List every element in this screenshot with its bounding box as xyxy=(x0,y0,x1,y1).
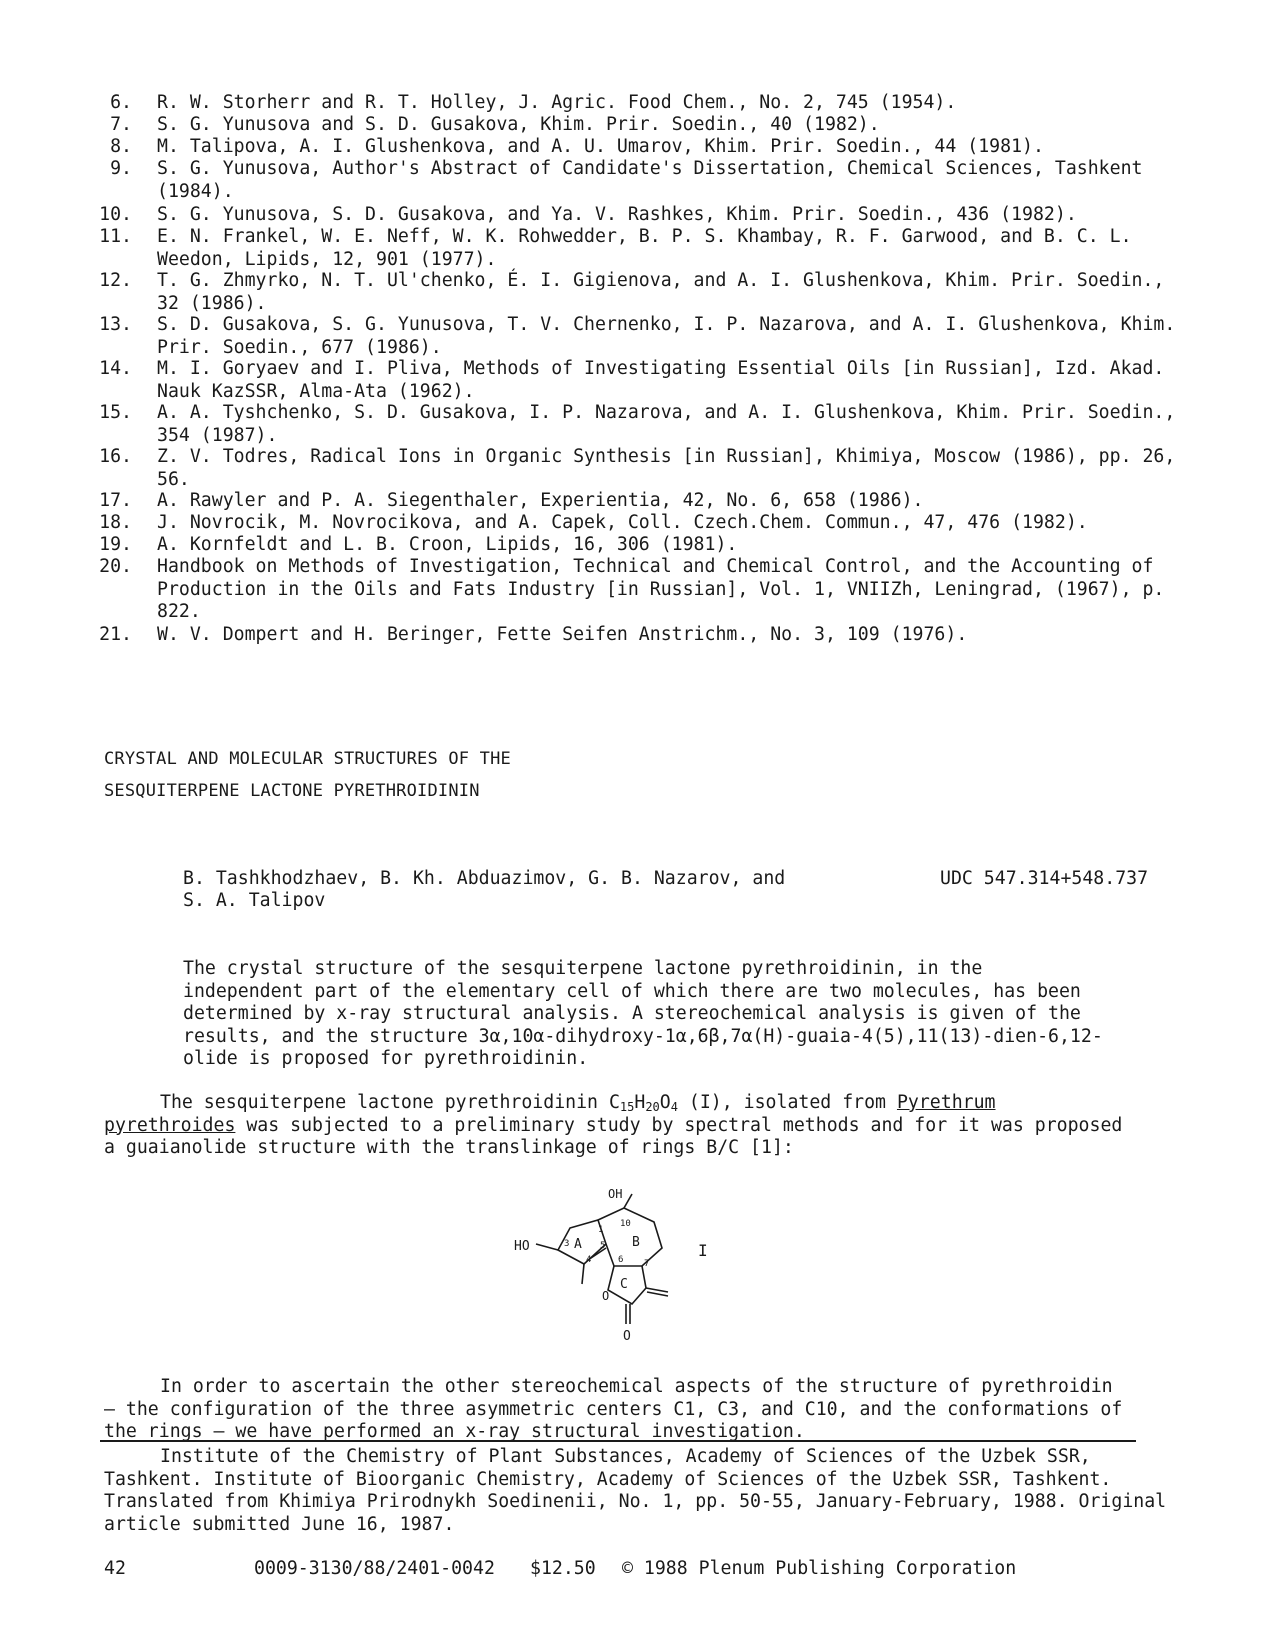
reference-number: 17. xyxy=(99,490,132,511)
formula-h: H xyxy=(634,1092,646,1113)
atom-7-label: 7 xyxy=(644,1259,650,1269)
udc-code: UDC 547.314+548.737 xyxy=(940,868,1149,889)
reference-text: A. A. Tyshchenko, S. D. Gusakova, I. P. Nazarova, and A. I. Glushenkova, Khim. Prir. Soedin., 354 (1987). xyxy=(157,402,1176,446)
article-price: $12.50 xyxy=(530,1558,596,1579)
reference-number: 13. xyxy=(99,314,132,335)
reference-text: S. G. Yunusova, Author's Abstract of Candidate's Dissertation, Chemical Sciences, Tashkent (1984). xyxy=(157,158,1143,202)
ho-label: HO xyxy=(514,1239,530,1254)
ring-b-label: B xyxy=(632,1235,640,1250)
formula-o: O xyxy=(659,1092,671,1113)
atom-5-label: 5 xyxy=(600,1241,606,1251)
reference-number: 20. xyxy=(99,556,132,577)
investigation-paragraph: In order to ascertain the other stereochemical aspects of the structure of pyrethroidin – the configuration of the three asymmetric centers C1, C3, and C10, and the conformations of the rings – we have performed an x-ray structural investigation. xyxy=(104,1376,1123,1442)
article-title-line-1: CRYSTAL AND MOLECULAR STRUCTURES OF THE xyxy=(104,749,511,769)
reference-number: 6. xyxy=(110,92,132,113)
compound-label: I xyxy=(698,1241,708,1260)
reference-text: S. G. Yunusova, S. D. Gusakova, and Ya. V. Rashkes, Khim. Prir. Soedin., 436 (1982). xyxy=(157,204,1077,225)
reference-text: A. Kornfeldt and L. B. Croon, Lipids, 16, 306 (1981). xyxy=(157,534,738,555)
reference-text: Handbook on Methods of Investigation, Technical and Chemical Control, and the Accounting of Production in the Oils and Fats Industry [in Russian], Vol. 1, VNIIZh, Leningrad, (1967), p. 822. xyxy=(157,556,1165,622)
reference-number: 15. xyxy=(99,402,132,423)
page-number: 42 xyxy=(104,1558,126,1579)
reference-number: 8. xyxy=(110,136,132,157)
reference-number: 21. xyxy=(99,624,132,645)
copyright: © 1988 Plenum Publishing Corporation xyxy=(622,1558,1017,1579)
article-code: 0009-3130/88/2401-0042 xyxy=(254,1558,495,1579)
reference-number: 10. xyxy=(99,204,132,225)
ring-a-label: A xyxy=(574,1237,582,1252)
atom-4-label: 4 xyxy=(586,1255,592,1265)
abstract: The crystal structure of the sesquiterpene lactone pyrethroidinin, in the independent part of the elementary cell of which there are two molecules, has been determined by x-ray structural analysis. A stereochemical analysis is given of the results, and the structure 3α,10α-dihydroxy-1α,6β,7α(H)-guaia-4(5),11(13)-dien-6,12-olide is proposed for pyrethroidinin. xyxy=(183,958,1103,1070)
reference-text: R. W. Storherr and R. T. Holley, J. Agric. Food Chem., No. 2, 745 (1954). xyxy=(157,92,957,113)
footnote-divider xyxy=(100,1440,1136,1442)
intro-start: The sesquiterpene lactone pyrethroidinin C xyxy=(160,1092,620,1113)
reference-text: E. N. Frankel, W. E. Neff, W. K. Rohwedder, B. P. S. Khambay, R. F. Garwood, and B. C. L. Weedon, Lipids, 12, 901 (1977). xyxy=(157,226,1132,270)
atom-10-label: 10 xyxy=(620,1219,631,1229)
reference-number: 9. xyxy=(110,158,132,179)
reference-number: 16. xyxy=(99,446,132,467)
reference-number: 18. xyxy=(99,512,132,533)
intro-mid: (I), isolated from xyxy=(677,1092,897,1113)
intro-end: was subjected to a preliminary study by spectral methods and for it was proposed a guaianolide structure with the translinkage of rings B/C [1]: xyxy=(104,1114,1123,1158)
carbonyl-oxygen-label: O xyxy=(623,1329,631,1344)
ring-c-label: C xyxy=(620,1277,628,1292)
structure-drawing xyxy=(514,1187,748,1354)
reference-text: M. Talipova, A. I. Glushenkova, and A. U. Umarov, Khim. Prir. Soedin., 44 (1981). xyxy=(157,136,1044,157)
formula-c-count: 15 xyxy=(619,1100,635,1114)
ring-oxygen-label: O xyxy=(602,1289,610,1303)
reference-number: 11. xyxy=(99,226,132,247)
formula-o-count: 4 xyxy=(670,1100,678,1114)
reference-text: S. D. Gusakova, S. G. Yunusova, T. V. Chernenko, I. P. Nazarova, and A. I. Glushenkova, Khim. Prir. Soedin., 677 (1986). xyxy=(157,314,1176,358)
reference-number: 14. xyxy=(99,358,132,379)
footnote: Institute of the Chemistry of Plant Substances, Academy of Sciences of the Uzbek SSR, Tashkent. Institute of Bioorganic Chemistry, Academy of Sciences of the Uzbek SSR, Tashkent. Translated from Khimiya Prirodnykh Soedinenii, No. 1, pp. 50-55, January-February, 1988. Original article submitted June 16, 1987. xyxy=(104,1446,1167,1535)
intro-paragraph xyxy=(104,1092,1134,1160)
oh-label: OH xyxy=(608,1187,623,1201)
authors: B. Tashkhodzhaev, B. Kh. Abduazimov, G. B. Nazarov, and S. A. Talipov xyxy=(183,868,786,911)
atom-6-label: 6 xyxy=(618,1255,624,1265)
reference-number: 19. xyxy=(99,534,132,555)
chemical-structure xyxy=(514,1187,748,1354)
reference-number: 7. xyxy=(110,114,132,135)
formula-h-count: 20 xyxy=(645,1100,660,1114)
reference-text: T. G. Zhmyrko, N. T. Ul'chenko, É. I. Gigienova, and A. I. Glushenkova, Khim. Prir. Soedin., 32 (1986). xyxy=(157,270,1165,314)
atom-3-label: 3 xyxy=(564,1239,570,1249)
reference-text: S. G. Yunusova and S. D. Gusakova, Khim. Prir. Soedin., 40 (1982). xyxy=(157,114,880,135)
atom-1-label: 1 xyxy=(598,1225,604,1235)
reference-number: 12. xyxy=(99,270,132,291)
article-title-line-2: SESQUITERPENE LACTONE PYRETHROIDININ xyxy=(104,781,480,801)
reference-text: Z. V. Todres, Radical Ions in Organic Synthesis [in Russian], Khimiya, Moscow (1986), pp. 26, 56. xyxy=(157,446,1176,490)
reference-text: M. I. Goryaev and I. Pliva, Methods of Investigating Essential Oils [in Russian], Izd. Akad. Nauk KazSSR, Alma-Ata (1962). xyxy=(157,358,1165,402)
reference-text: J. Novrocik, M. Novrocikova, and A. Capek, Coll. Czech.Chem. Commun., 47, 476 (1982). xyxy=(157,512,1088,533)
species-name: Pyrethrum pyrethroides xyxy=(104,1092,996,1136)
reference-text: W. V. Dompert and H. Beringer, Fette Seifen Anstrichm., No. 3, 109 (1976). xyxy=(157,624,968,645)
reference-text: A. Rawyler and P. A. Siegenthaler, Experientia, 42, No. 6, 658 (1986). xyxy=(157,490,924,511)
